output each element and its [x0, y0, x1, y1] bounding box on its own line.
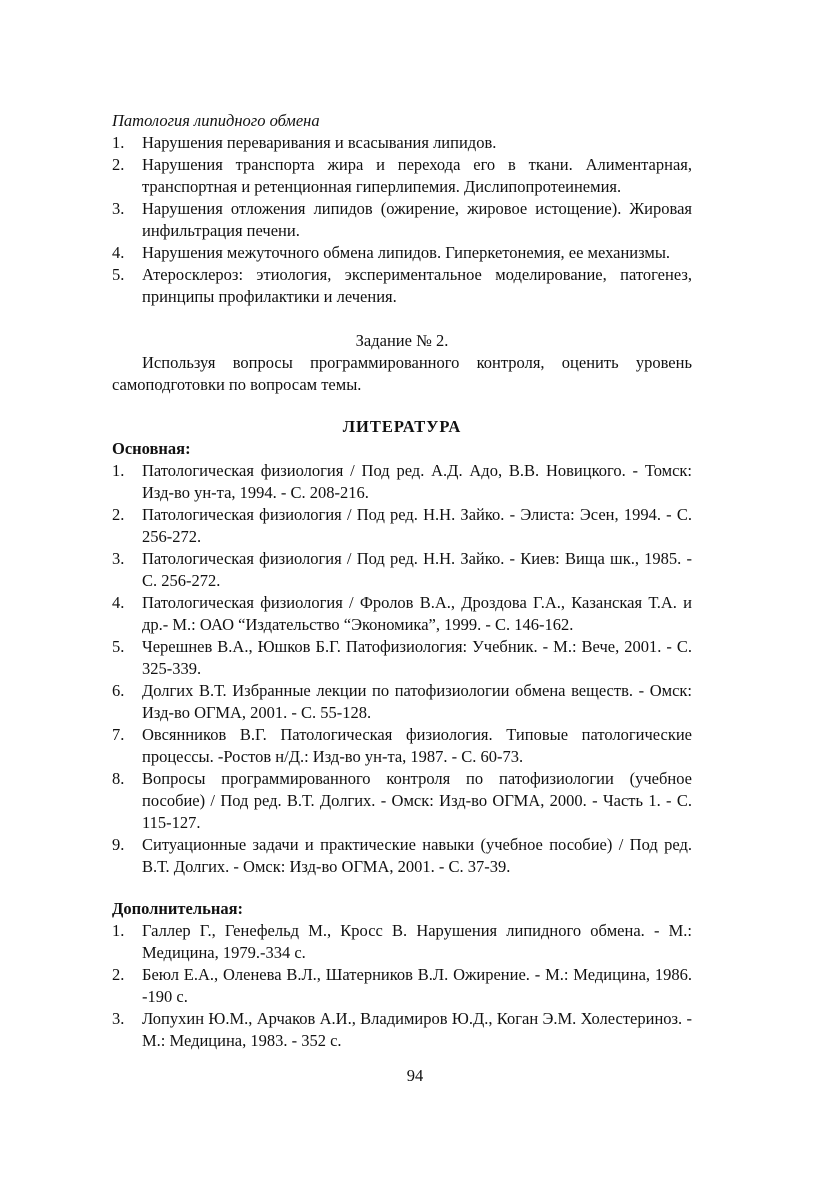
reference-number: 6.	[112, 681, 125, 700]
reference-number: 4.	[112, 593, 125, 612]
topic-item	[112, 198, 692, 242]
extra-literature-heading: Дополнительная:	[112, 899, 244, 918]
reference-number: 9.	[112, 835, 125, 854]
reference-item	[112, 920, 692, 964]
reference-item	[112, 1008, 692, 1052]
topic-number: 3.	[112, 199, 125, 218]
reference-number: 1.	[112, 921, 125, 940]
topic-item	[112, 132, 692, 154]
reference-text: Черешнев В.А., Юшков Б.Г. Патофизиология: Учебник. - М.: Вече, 2001. - С. 325-339.	[142, 637, 692, 678]
reference-text: Ситуационные задачи и практические навыки (учебное пособие) / Под ред. В.Т. Долгих. - Омск: Изд-во ОГМА, 2001. - С. 37-39.	[142, 835, 692, 876]
reference-number: 8.	[112, 769, 125, 788]
topic-number: 4.	[112, 243, 125, 262]
reference-item	[112, 768, 692, 834]
reference-text: Долгих В.Т. Избранные лекции по патофизиологии обмена веществ. - Омск: Изд-во ОГМА, 2001. - С. 55-128.	[142, 681, 692, 722]
topic-text: Нарушения межуточного обмена липидов. Гиперкетонемия, ее механизмы.	[142, 243, 671, 262]
topic-text: Атеросклероз: этиология, экспериментальное моделирование, патогенез, принципы профилактики и лечения.	[142, 265, 692, 306]
reference-item	[112, 592, 692, 636]
topic-text: Нарушения транспорта жира и перехода его в ткани. Алиментарная, транспортная и ретенционная гиперлипемия. Дислипопротеинемия.	[142, 155, 692, 196]
literature-title: ЛИТЕРАТУРА	[342, 417, 462, 436]
topic-number: 2.	[112, 155, 125, 174]
topic-number: 5.	[112, 265, 125, 284]
page-number: 94	[406, 1066, 424, 1085]
reference-number: 3.	[112, 549, 125, 568]
topic-text: Нарушения отложения липидов (ожирение, жировое истощение). Жировая инфильтрация печени.	[142, 199, 692, 240]
reference-item	[112, 724, 692, 768]
reference-text: Беюл Е.А., Оленева В.Л., Шатерников В.Л. Ожирение. - М.: Медицина, 1986. -190 с.	[142, 965, 692, 1006]
topic-item	[112, 264, 692, 308]
reference-text: Патологическая физиология / Под ред. Н.Н. Зайко. - Киев: Вища шк., 1985. - С. 256-272.	[142, 549, 692, 590]
reference-number: 7.	[112, 725, 125, 744]
task-text: Используя вопросы программированного контроля, оценить уровень самоподготовки по вопросам темы.	[112, 353, 692, 394]
reference-text: Патологическая физиология / Фролов В.А., Дроздова Г.А., Казанская Т.А. и др.- М.: ОАО “Издательство “Экономика”, 1999. - С. 146-162.	[142, 593, 692, 634]
reference-item	[112, 680, 692, 724]
main-literature-heading: Основная:	[112, 439, 191, 458]
topics-list	[112, 132, 692, 308]
section-title: Патология липидного обмена	[112, 111, 320, 130]
reference-item	[112, 636, 692, 680]
reference-text: Вопросы программированного контроля по патофизиологии (учебное пособие) / Под ред. В.Т. Долгих. - Омск: Изд-во ОГМА, 2000. - Часть 1. - С. 115-127.	[142, 769, 692, 832]
reference-text: Овсянников В.Г. Патологическая физиология. Типовые патологические процессы. -Ростов н/Д.: Изд-во ун-та, 1987. - С. 60-73.	[142, 725, 692, 766]
reference-number: 1.	[112, 461, 125, 480]
reference-number: 5.	[112, 637, 125, 656]
reference-text: Патологическая физиология / Под ред. А.Д. Адо, В.В. Новицкого. - Томск: Изд-во ун-та, 1994. - С. 208-216.	[142, 461, 692, 502]
reference-text: Лопухин Ю.М., Арчаков А.И., Владимиров Ю.Д., Коган Э.М. Холестериноз. - М.: Медицина, 1983. - 352 с.	[142, 1009, 692, 1050]
reference-number: 2.	[112, 505, 125, 524]
reference-item	[112, 548, 692, 592]
topic-text: Нарушения переваривания и всасывания липидов.	[142, 133, 497, 152]
extra-references-list	[112, 920, 692, 1052]
topic-item	[112, 242, 692, 264]
task-title: Задание № 2.	[355, 331, 449, 350]
reference-item	[112, 460, 692, 504]
reference-item	[112, 504, 692, 548]
topic-number: 1.	[112, 133, 125, 152]
page-content	[112, 110, 692, 1052]
reference-item	[112, 964, 692, 1008]
main-references-list	[112, 460, 692, 878]
reference-number: 3.	[112, 1009, 125, 1028]
topic-item	[112, 154, 692, 198]
reference-number: 2.	[112, 965, 125, 984]
reference-text: Патологическая физиология / Под ред. Н.Н. Зайко. - Элиста: Эсен, 1994. - С. 256-272.	[142, 505, 692, 546]
reference-text: Галлер Г., Генефельд М., Кросс В. Нарушения липидного обмена. - М.: Медицина, 1979.-334 с.	[142, 921, 692, 962]
reference-item	[112, 834, 692, 878]
